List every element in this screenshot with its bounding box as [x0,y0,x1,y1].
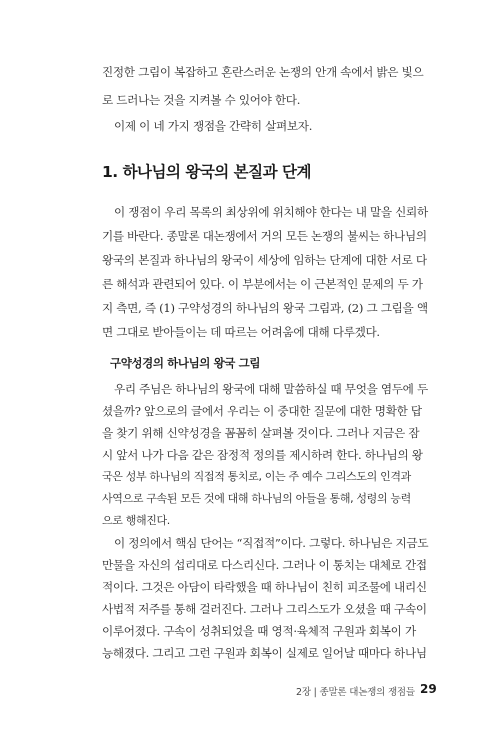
section-line: 면 그대로 받아들이는 데 따르는 어려움에 대해 다루겠다. [102,325,380,339]
section-line: 지 측면, 즉 (1) 구약성경의 하나님의 왕국 그림과, (2) 그 그림을 액 [102,301,428,315]
body-line: 이루어졌다. 구속이 성취되었을 때 영적·육체적 구원과 회복이 가 [102,624,416,638]
subsection-heading: 구약성경의 하나님의 왕국 그림 [110,356,261,370]
section-line: 기를 바란다. 종말론 대논쟁에서 거의 모든 논쟁의 불씨는 하나님의 [102,229,427,243]
definition-line: 으로 행해진다. [102,514,170,527]
section-line: 왕국의 본질과 하나님의 왕국이 세상에 임하는 단계에 대한 서로 다 [102,253,427,267]
body-line: 사법적 저주를 통해 걸러진다. 그러나 그리스도가 오셨을 때 구속이 [102,602,427,616]
body-line: 적이다. 그것은 아담이 타락했을 때 하나님이 친히 피조물에 내리신 [102,580,427,594]
section-line: 른 해석과 관련되어 있다. 이 부분에서는 이 근본적인 문제의 두 가 [102,277,423,291]
page-number: 29 [420,682,437,696]
intro-closing-line: 이제 이 네 가지 쟁점을 간략히 살펴보자. [114,119,313,133]
subsection-line: 시 앞서 나가 다음 같은 잠정적 정의를 제시하려 한다. 하나님의 왕 [102,448,423,462]
body-line: 이 정의에서 핵심 단어는 “직접적”이다. 그렇다. 하나님은 지금도 [114,536,429,550]
body-line: 만물을 자신의 섭리대로 다스리신다. 그러나 이 통치는 대체로 간접 [102,558,427,572]
section-line: 이 쟁점이 우리 목록의 최상위에 위치해야 한다는 내 말을 신뢰하 [114,205,428,219]
body-line: 능해졌다. 그리고 그런 구원과 회복이 실제로 일어날 때마다 하나님 [102,646,427,660]
subsection-line: 우리 주님은 하나님의 왕국에 대해 말씀하실 때 무엇을 염두에 두 [114,382,428,396]
intro-line: 로 드러나는 것을 지켜볼 수 있어야 한다. [102,93,301,107]
definition-line: 국은 성부 하나님의 직접적 통치로, 이는 주 예수 그리스도의 인격과 [102,470,411,483]
subsection-line: 을 찾기 위해 신약성경을 꼼꼼히 살펴볼 것이다. 그러나 지금은 잠 [102,426,420,440]
definition-line: 사역으로 구속된 모든 것에 대해 하나님의 아들을 통해, 성령의 능력 [102,492,411,505]
intro-line: 진정한 그림이 복잡하고 혼란스러운 논쟁의 안개 속에서 밝은 빛으 [102,65,424,79]
section-heading: 1. 하나님의 왕국의 본질과 단계 [102,163,311,181]
running-title: 2장 | 종말론 대논쟁의 쟁점들 [296,687,415,698]
subsection-line: 셨을까? 앞으로의 글에서 우리는 이 중대한 질문에 대한 명확한 답 [102,404,422,418]
